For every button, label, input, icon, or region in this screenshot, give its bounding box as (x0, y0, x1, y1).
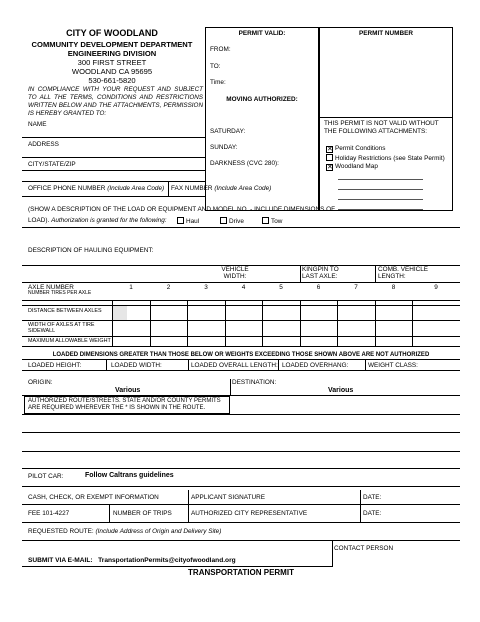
checkbox-checked-icon[interactable]: ✕ (327, 164, 333, 171)
axle-column-divider (412, 300, 413, 346)
attachments-notice: THIS PERMIT IS NOT VALID WITHOUT THE FOLLOWING ATTACHMENTS: (324, 120, 439, 135)
phone-number: 530-661-5820 (88, 76, 136, 85)
load-description-line2: LOAD). Authorization is granted for the following: (28, 217, 167, 224)
loaded-length-label: LOADED OVERALL LENGTH: (191, 362, 278, 369)
tires-per-axle-label: NUMBER TIRES PER AXLE (28, 290, 92, 296)
checkbox-checked-icon[interactable]: ✕ (327, 146, 333, 153)
checkbox-icon[interactable] (262, 217, 269, 224)
applicant-signature-label: APPLICANT SIGNATURE (191, 494, 265, 501)
moving-authorized-title: MOVING AUTHORIZED: (226, 96, 298, 103)
attachment-blank-line[interactable] (338, 199, 423, 200)
axle-column-divider (187, 300, 188, 346)
saturday-label: SATURDAY: (210, 128, 246, 135)
max-weight-label: MAXIMUM ALLOWABLE WEIGHT (28, 338, 111, 344)
axle-number-4: 4 (241, 284, 246, 291)
axle-column-divider (112, 300, 113, 346)
loaded-overhang-label: LOADED OVERHANG: (282, 362, 349, 369)
date-label: DATE: (363, 494, 382, 501)
compliance-text: IN COMPLIANCE WITH YOUR REQUEST AND SUBJECT TO ALL THE TERMS, CONDITIONS AND RESTRICTIONS WRITTEN BELOW AND THE ATTACHMENTS, PERMISSION IS HEREBY GRANTED TO: (28, 86, 203, 117)
from-label: FROM: (210, 46, 231, 53)
weight-class-label: WEIGHT CLASS: (368, 362, 418, 369)
citystatezip-label: CITY/STATE/ZIP (28, 161, 76, 168)
number-trips-label: NUMBER OF TRIPS (113, 510, 172, 517)
footer-title: TRANSPORTATION PERMIT (188, 568, 294, 577)
axle-column-divider (262, 300, 263, 346)
hauling-equipment-label: DESCRIPTION OF HAULING EQUIPMENT: (28, 247, 154, 254)
permit-number-title: PERMIT NUMBER (359, 30, 413, 37)
fax-field[interactable]: FAX NUMBER (Include Area Code) (171, 185, 272, 192)
attachment-blank-line[interactable] (338, 209, 423, 210)
axle-column-divider (375, 300, 376, 346)
loaded-height-label: LOADED HEIGHT: (28, 362, 82, 369)
distance-axles-label: DISTANCE BETWEEN AXLES (28, 308, 102, 314)
loaded-dimensions-notice: LOADED DIMENSIONS GREATER THAN THOSE BELOW OR WEIGHTS EXCEEDING THOSE SHOWN ABOVE ARE NOT AUTHORIZED (52, 352, 430, 358)
attachment-permit-conditions[interactable]: ✕ Permit Conditions (327, 145, 386, 153)
comb-vehicle-label: COMB. VEHICLE LENGTH: (378, 266, 429, 281)
sunday-label: SUNDAY: (210, 144, 238, 151)
checkbox-icon[interactable] (220, 217, 227, 224)
city-state: WOODLAND CA 95695 (71, 67, 153, 76)
checkbox-icon[interactable] (177, 217, 184, 224)
axle-number-7: 7 (354, 284, 358, 291)
tow-option[interactable]: Tow (262, 217, 282, 225)
date2-label: DATE: (363, 510, 382, 517)
vehicle-width-label: VEHICLE WIDTH: (221, 266, 249, 281)
attachment-woodland-map[interactable]: ✕ Woodland Map (327, 163, 378, 171)
cash-check-label: CASH, CHECK, OR EXEMPT INFORMATION (28, 494, 159, 501)
axle-number-6: 6 (316, 284, 321, 291)
axle-number-2: 2 (166, 284, 171, 291)
drive-option[interactable]: Drive (220, 217, 244, 225)
shaded-cell (112, 306, 127, 320)
pilot-car-value[interactable]: Follow Caltrans guidelines (85, 472, 174, 479)
permit-valid-box (205, 27, 319, 211)
darkness-label: DARKNESS (CVC 280): (210, 160, 279, 167)
contact-person-label: CONTACT PERSON (334, 545, 394, 552)
axle-number-3: 3 (204, 284, 208, 291)
load-description-line1: (SHOW A DESCRIPTION OF THE LOAD OR EQUIPMENT AND MODEL NO. - INCLUDE DIMENSIONS OF (28, 206, 336, 213)
destination-label: DESTINATION: (232, 379, 277, 386)
fee-label: FEE 101-4227 (28, 510, 70, 517)
time-label: Time: (210, 79, 226, 86)
loaded-width-label: LOADED WIDTH: (111, 362, 162, 369)
permit-number-box (319, 27, 453, 211)
checkbox-icon[interactable] (326, 154, 333, 161)
division-name: ENGINEERING DIVISION (67, 49, 157, 58)
destination-value[interactable]: Various (328, 387, 354, 394)
submit-email: SUBMIT VIA E-MAIL: TransportationPermits@cityofwoodland.org (28, 557, 236, 564)
axle-column-divider (337, 300, 338, 346)
axle-number-8: 8 (391, 284, 396, 291)
axle-column-divider (300, 300, 301, 346)
axle-column-divider (225, 300, 226, 346)
origin-label: ORIGIN: (28, 379, 53, 386)
to-label: TO: (210, 63, 221, 70)
axle-number-label: AXLE NUMBER (28, 284, 74, 291)
street-address: 300 FIRST STREET (77, 58, 147, 67)
office-phone-field[interactable]: OFFICE PHONE NUMBER (Include Area Code) (28, 185, 165, 192)
attachment-holiday-restrictions[interactable]: Holiday Restrictions (see State Permit) (326, 154, 445, 162)
attachment-blank-line[interactable] (338, 189, 423, 190)
pilot-car-label: PILOT CAR: (28, 473, 64, 480)
axle-number-5: 5 (279, 284, 283, 291)
width-axles-label: WIDTH OF AXLES AT TIRE SIDEWALL (28, 322, 95, 335)
city-rep-label: AUTHORIZED CITY REPRESENTATIVE (191, 510, 308, 517)
permit-valid-title: PERMIT VALID: (238, 30, 286, 37)
name-label: NAME (28, 121, 47, 128)
kingpin-label: KINGPIN TO LAST AXLE: (302, 266, 339, 281)
attachment-blank-line[interactable] (338, 179, 423, 180)
address-label: ADDRESS (28, 141, 59, 148)
city-title: CITY OF WOODLAND (66, 28, 158, 38)
axle-column-divider (150, 300, 151, 346)
axle-number-1: 1 (129, 284, 133, 291)
dept-name: COMMUNITY DEVELOPMENT DEPARTMENT (31, 40, 193, 49)
axle-number-9: 9 (434, 284, 438, 291)
haul-option[interactable]: Haul (177, 217, 199, 225)
authorized-route-text: AUTHORIZED ROUTE/STREETS. STATE AND/OR COUNTY PERMITS ARE REQUIRED WHEREVER THE * IS SHOWN IN THE ROUTE. (28, 398, 221, 411)
origin-value[interactable]: Various (115, 387, 141, 394)
requested-route-label: REQUESTED ROUTE: (Include Address of Origin and Delivery Site) (28, 528, 222, 535)
